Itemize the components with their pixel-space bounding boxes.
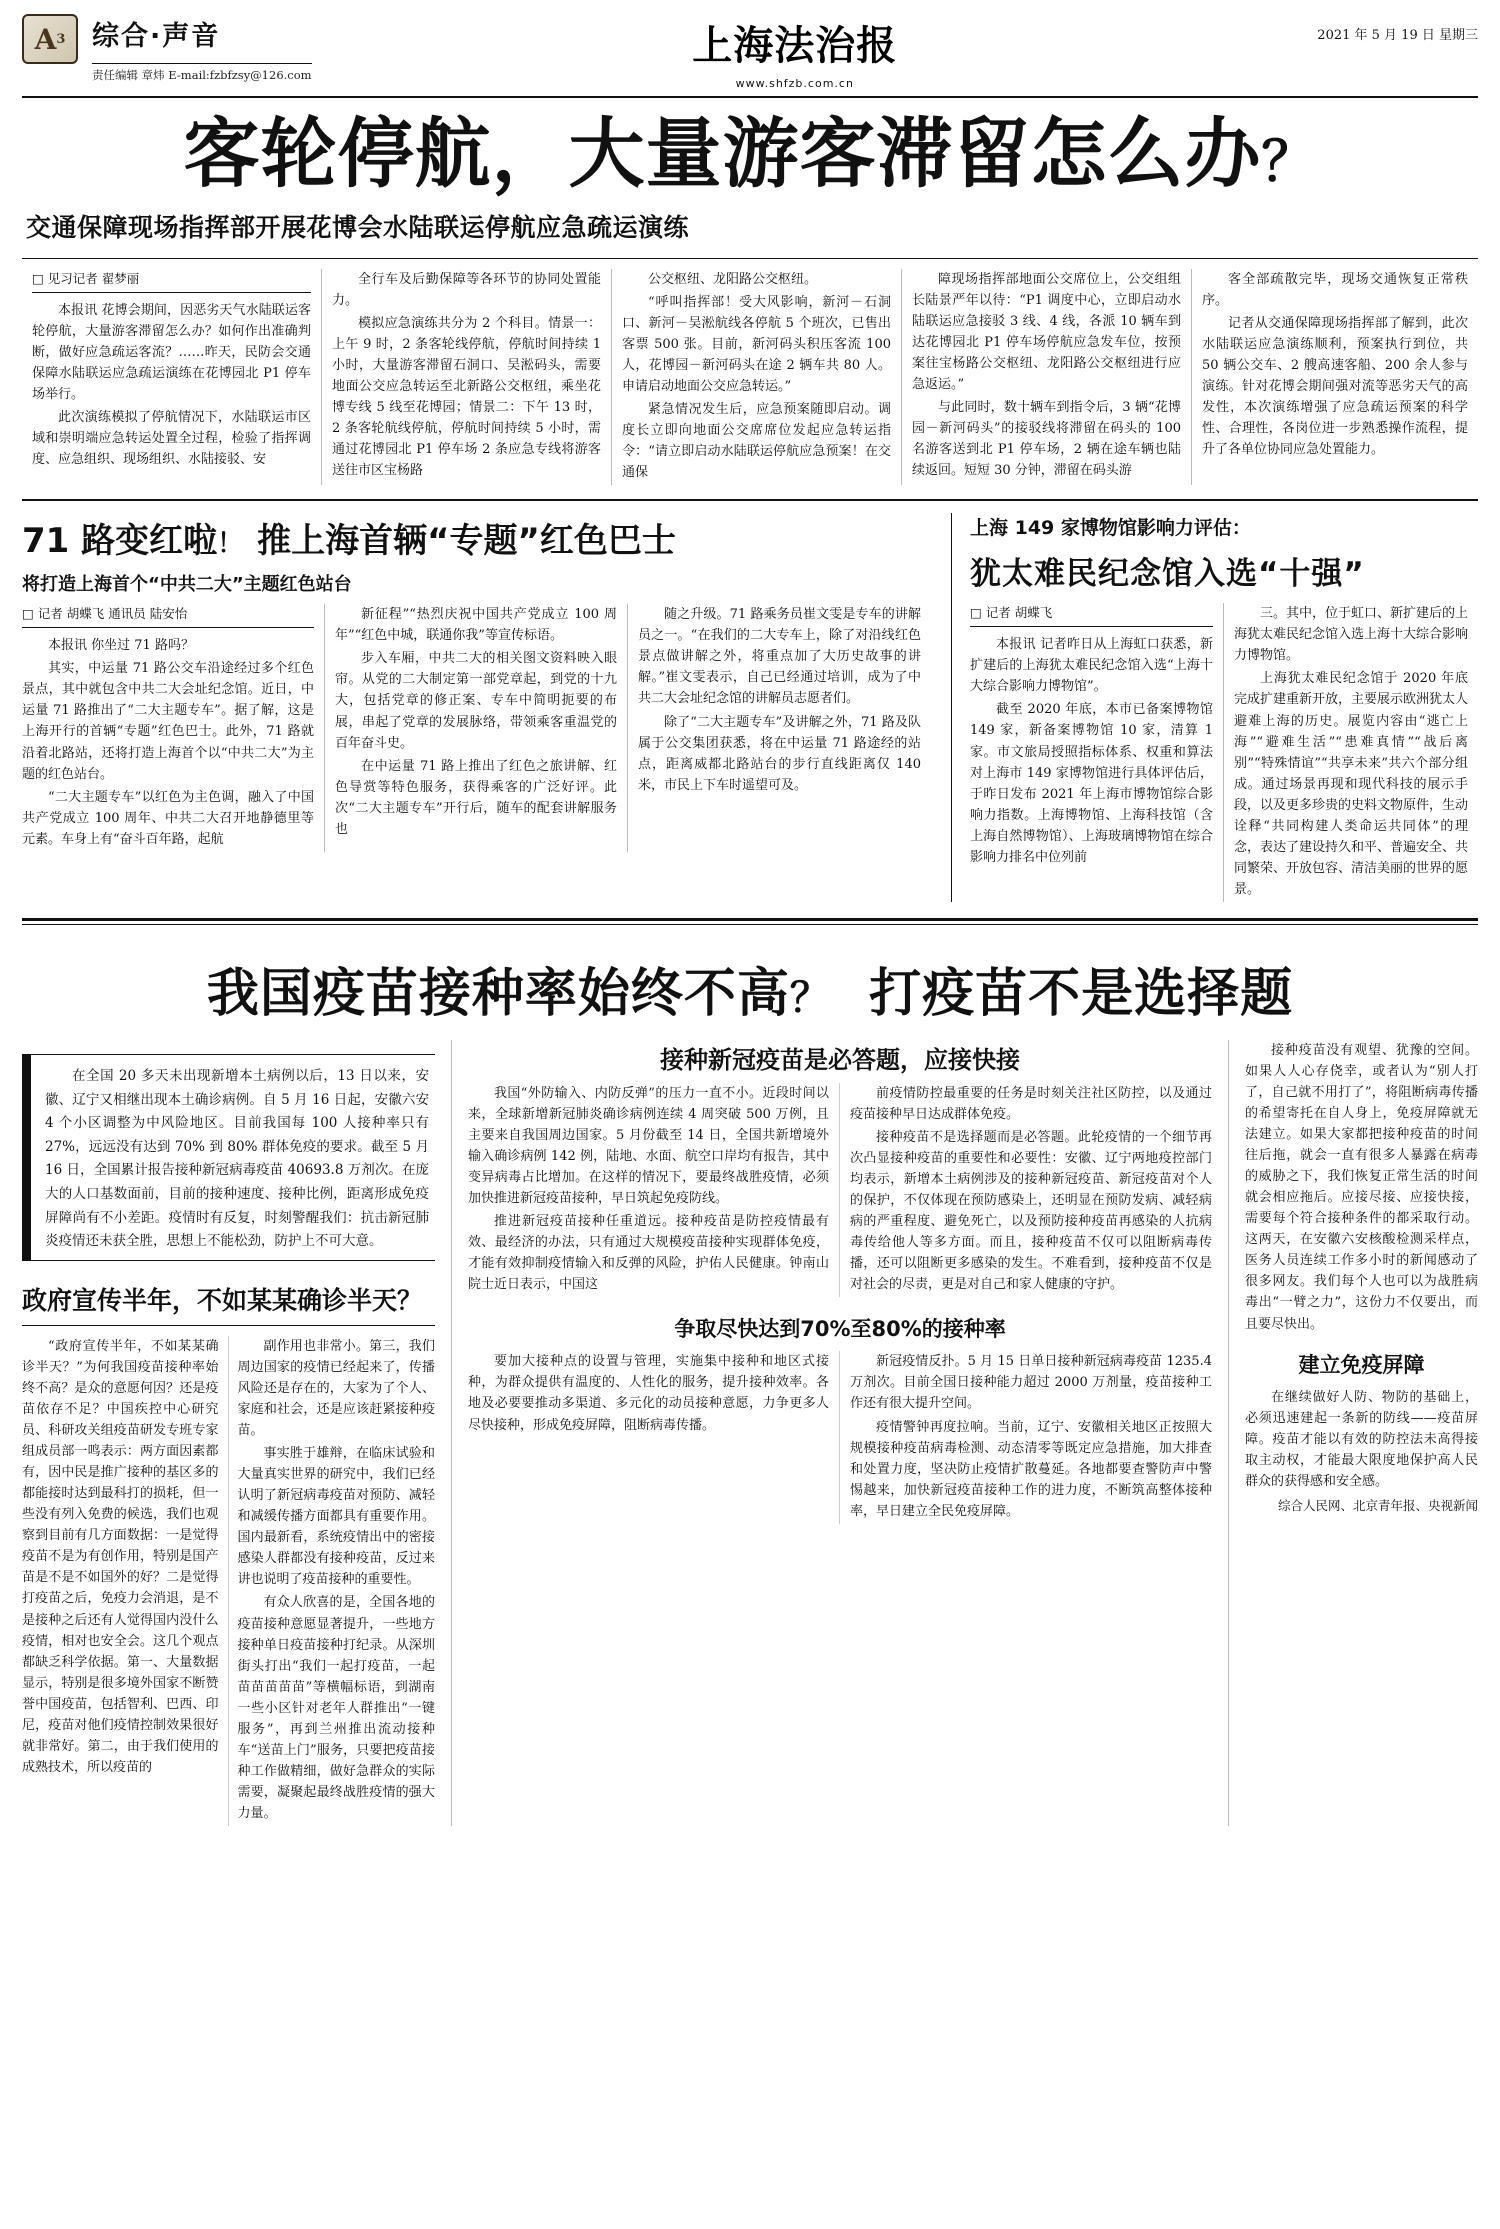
lead-col-5: [1192, 269, 1478, 485]
byline-text: □ 记者 胡蝶飞: [970, 605, 1053, 621]
paragraph: 副作用也非常小。第三，我们周边国家的疫情已经起来了，传播风险还是存在的，大家为了个人、家庭和社会，还是应该赶紧接种疫苗。: [237, 1338, 435, 1439]
paragraph: 此次演练模拟了停航情况下，水陆联运市区域和崇明端应急转运处置全过程，检验了指挥调度、应急组织、现场组织、水陆接驳、安: [32, 410, 311, 468]
story2-head-part2: 推上海首辆“专题”红色巴士: [257, 521, 676, 562]
paragraph: 新冠疫情反扑。5 月 15 日单日接种新冠病毒疫苗 1235.4 万剂次。目前全国日接种能力超过 2000 万剂量，疫苗接种工作还有很大提升空间。: [850, 1354, 1212, 1412]
feature-intro-text: 在全国 20 多天未出现新增本土病例以后，13 日以来，安徽、辽宁又相继出现本土确诊病例。自 5 月 16 日起，安徽六安 4 个小区调整为中风险地区。目前我国每 100 人接种率只有 27%，远远没有达到 70% 到 80% 群体免疫的要求。截至 5 月 16 日，全国累计报告接种新冠病毒疫苗 40693.8 万剂次。在庞大的人口基数面前，目前的接种速度、接种比例，距离形成免疫屏障尚有不小差距。疫情时有反复，时刻警醒我们：抗击新冠肺炎疫情还未获全胜，思想上不能松劲，防护上不可大意。: [45, 1067, 429, 1250]
feature-target-headline: 争取尽快达到70%至80%的接种率: [674, 1317, 1006, 1342]
paragraph: 三。其中，位于虹口、新扩建后的上海犹太难民纪念馆入选上海十大综合影响力博物馆。: [1234, 606, 1469, 664]
paragraph: 本报讯 花博会期间，因恶劣天气水陆联运客轮停航，大量游客滞留怎么办？如何作出准确判断，做好应急疏运客流？……昨天，民防会交通保障水陆联运应急疏运演练在花博园北 P1 停车场举行。: [32, 302, 311, 402]
feature-mid2-col-1: [468, 1351, 840, 1523]
paragraph: 有众人欣喜的是，全国各地的疫苗接种意愿显著提升，一些地方接种单日疫苗接种打纪录。从深圳街头打出“我们一起打疫苗，一起苗苗苗苗苗”等横幅标语，到湖南一些小区针对老年人群推出“一键服务”，再到兰州推出流动接种车“送苗上门”服务，只要把疫苗接种工作做精细，做好急群众的实际需要，凝聚起最终战胜疫情的强大力量。: [237, 1595, 435, 1821]
byline-text: □ 记者 胡蝶飞 通讯员 陆安怡: [22, 606, 188, 622]
masthead: [22, 12, 1478, 98]
story-jewish-museum: [952, 513, 1478, 902]
feature-headline: [22, 925, 1478, 1034]
paragraph: 除了“二大主题专车”及讲解之外，71 路及队属于公交集团获悉，将在中运量 71 路途经的站点，距离威都北路站台的步行直线距离仅 140 米，市民上下车时遥望可及。: [638, 714, 921, 793]
paragraph: 在继续做好人防、物防的基础上，必须迅速建起一条新的防线——疫苗屏障。疫苗才能以有效的防控法未高得接取主动权，才能最大限度地保护高人民群众的获得感和安全感。: [1245, 1389, 1478, 1489]
story2-head-part1: 71 路变红啦: [22, 521, 218, 562]
second-deck: [22, 499, 1478, 902]
story2-subhead: 将打造上海首个“中共二大”主题红色站台: [22, 574, 352, 596]
story2-col-3: [628, 604, 931, 851]
page-num: 3: [56, 31, 66, 47]
paragraph: 公交枢纽、龙阳路公交枢纽。: [648, 271, 818, 287]
lead-subhead: 交通保障现场指挥部开展花博会水陆联运停航应急疏运演练: [26, 212, 690, 242]
paragraph: 要加大接种点的设置与管理，实施集中接种和地区式接种，为群众提供有温度的、人性化的服务，提升接种效率。各地及必要要推动多渠道、多元化的动员接种意愿，力争更多人尽快接种，形成免疫屏障，阻断病毒传播。: [468, 1354, 829, 1433]
byline: [970, 603, 1213, 627]
paragraph: 模拟应急演练共分为 2 个科目。情景一：上午 9 时，2 条客轮线停航，停航时间持续 1 小时，大量游客滞留石洞口、吴淞码头，需要地面公交应急转运至北新路公交枢纽，乘坐花博专线 5 线至花博园；情景二：下午 13 时，2 条客轮航线停航，停航时间持续 5 小时，需通过花博园北 P1 停车场 2 条应急专线将游客送往市区宝杨路: [332, 315, 601, 479]
lead-col-4: [902, 269, 1192, 485]
paragraph: 紧急情况发生后，应急预案随即启动。调度长立即向地面公交席席位发起应急转运指令：“请立即启动水陆联运停航应急预案！在交通保: [622, 402, 891, 481]
section-title: 综合·声音: [92, 21, 221, 52]
paragraph: 新征程”“热烈庆祝中国共产党成立 100 周年”“红色中城，联通你我”等宣传标语。: [335, 607, 617, 644]
lead-headline: [26, 109, 1474, 198]
issue-date: 2021 年 5 月 19 日 星期三: [1317, 28, 1478, 43]
feature-headline-part1: 我国疫苗接种率始终不高: [206, 963, 790, 1024]
paragraph: 在中运量 71 路上推出了红色之旅讲解、红色导赏等特色服务，获得乘客的广泛好评。此次“二大主题专车”开行后，随车的配套讲解服务也: [335, 758, 617, 837]
page-number-badge: [22, 14, 78, 64]
story3-headline: 犹太难民纪念馆入选“十强”: [970, 556, 1365, 593]
feature-intro-box: [22, 1054, 435, 1261]
paragraph: 客全部疏散完毕，现场交通恢复正常秩序。: [1202, 271, 1468, 308]
paragraph: 推进新冠疫苗接种任重道远。接种疫苗是防控疫情最有效、最经济的办法，只有通过大规模疫苗接种实现群体免疫，才能有效抑制疫情输入和反弹的风险，护佑人民健康。钟南山院士近日表示，中国这: [468, 1214, 829, 1293]
paragraph: 上海犹太难民纪念馆于 2020 年底完成扩建重新开放，主要展示欧洲犹太人避难上海的历史。展览内容由“逃亡上海”“避难生活”“患难真情”“战后离别”“特殊情谊”“共享未来”共六个部分组成。通过场景再现和现代科技的展示手段，以及更多珍贵的史料文物原件，生动诠释“共同构建人类命运共同体”的理念，表达了建设持久和平、普遍安全、共同繁荣、开放包容、清洁美丽的世界的愿景。: [1234, 671, 1469, 897]
feature-left-col-1: [22, 1336, 229, 1826]
byline: [32, 269, 311, 293]
feature-col-left: [22, 1040, 452, 1826]
lead-col-3: [612, 269, 902, 485]
paragraph: 全行车及后勤保障等各环节的协同处置能力。: [332, 271, 601, 308]
paragraph: 步入车厢，中共二大的相关图文资料映入眼帘。从党的二大制定第一部党章起，到党的十九大，包括党章的修正案、专车中简明扼要的布展，串起了党章的发展脉络，带领乘客重温党的百年奋斗史。: [335, 651, 617, 751]
paragraph: “政府宣传半年，不如某某确诊半天？”为何我国疫苗接种率始终不高？是众的意愿何因？还是疫苗依存不足？中国疾控中心研究员、科研攻关组疫苗研发专班专家组成员部一鸣表示：两方面因素都有，因中民是推广接种的基区多的都能接时达到最科打的损耗，但一些没有列入免费的候选，我们也观察到目前有几方面数据：一是觉得疫苗不是为有创作用，特别是国产苗是不是不如国外的好？二是觉得打疫苗之后，免疫力会消退，是不是接种之后还有人觉得国内没什么疫情，相对也安全会。这几个观点都缺乏科学依据。第一、大量数据显示，特别是很多境外国家不断赞誉中国疫苗，包括智利、巴西、印尼，疫苗对他们疫情控制效果很好就非常好。第二，由于我们使用的成熟技术，所以疫苗的: [22, 1338, 219, 1775]
paragraph: “呼叫指挥部！受大风影响，新河－石洞口、新河－吴淞航线各停航 5 个班次，已售出客票 500 张。目前，新河码头积压客流 100 人，花博园－新河码头在途 2 辆车共 80 人。申请启动地面公交应急转运。”: [622, 294, 891, 395]
feature-right-headline: 建立免疫屏障: [1298, 1352, 1425, 1377]
paragraph: 接种疫苗不是选择题而是必答题。此轮疫情的一个细节再次凸显接种疫苗的重要性和必要性：安徽、辽宁两地疫控部门均表示，新增本土病例涉及的接种新冠疫苗、新冠疫苗对个人的保护，不仅体现在预防感染上，还明显在预防发病、减轻病病的严重程度、避免死亡，以及预防接种疫苗再感染的人抗病毒传给他人等多方面。而且，接种疫苗不仅可以阻断病毒传播，还可以阻断更多感染的发生。不难看到，接种疫苗不仅是对社会的尽责，更是对自己和家人健康的守护。: [850, 1130, 1212, 1293]
paragraph: 事实胜于雄辩，在临床试验和大量真实世界的研究中，我们已经认明了新冠病毒疫苗对预防、减轻和减缓传播方面都具有重要作用。国内最新看，系统疫情出中的密接感染人群都没有接种疫苗，反过来讲也说明了疫苗接种的重要性。: [237, 1446, 435, 1588]
newspaper-url[interactable]: www.shfzb.com.cn: [735, 77, 854, 90]
feature-qa-headline: 政府宣传半年，不如某某确诊半天？: [22, 1281, 435, 1326]
lead-headline-block: [22, 98, 1478, 259]
feature-headline-question: ？: [789, 974, 831, 1021]
masthead-left: [92, 12, 312, 83]
byline-text: □ 见习记者 翟梦丽: [32, 270, 140, 286]
feature-col-middle: [452, 1040, 1228, 1826]
paragraph: 疫情警钟再度拉响。当前，辽宁、安徽相关地区正按照大规模接种疫苗病毒检测、动态清零等既定应急措施，加大排查和处置力度，坚决防止疫情扩散蔓延。各地都要查警防声中警惕越来，加快新冠疫苗接种工作的进力度，不断筑高整体接种率，早日建立全民免疫屏障。: [850, 1419, 1212, 1519]
paragraph: 障现场指挥部地面公交席位上，公交组组长陆景严年以待：“P1 调度中心，立即启动水陆联运应急接驳 3 线、4 线，各派 10 辆车到达花博园北 P1 停车场停航应急发车位，按预案往宝杨路公交枢纽、龙阳路公交枢纽进行应急返运。”: [912, 271, 1181, 393]
section-divider: [22, 918, 1478, 921]
lead-col-2: [322, 269, 612, 485]
page-letter: A: [34, 22, 57, 56]
paragraph: 本报讯 记者昨日从上海虹口获悉，新扩建后的上海犹太难民纪念馆入选“上海十大综合影响力博物馆”。: [970, 637, 1213, 695]
paragraph: 我国“外防输入、内防反弹”的压力一直不小。近段时间以来，全球新增新冠肺炎确诊病例连续 4 周突破 500 万例，且主要来自我国周边国家。5 月份截至 14 日，全国共新增境外输入确诊病例 142 例，陆地、水面、航空口岸均有报告，其中变异病毒占比增加。在这样的情况下，要最终战胜疫情，必须加快推进新冠疫苗接种，早日筑起免疫防线。: [468, 1085, 829, 1207]
paragraph: “二大主题专车”以红色为主色调，融入了中国共产党成立 100 周年、中共二大召开地静德里等元素。车身上有“奋斗百年路，起航: [22, 789, 314, 847]
paragraph: 前疫情防控最重要的任务是时刻关注社区防控，以及通过疫苗接种早日达成群体免疫。: [850, 1085, 1212, 1122]
story2-col-2: [325, 604, 628, 851]
feature-mid-col-2: [840, 1083, 1212, 1297]
lead-story-columns: [22, 259, 1478, 485]
paragraph: 其实，中运量 71 路公交车沿途经过多个红色景点，其中就包含中共二大会址纪念馆。近日，中运量 71 路推出了“二大主题专车”。据了解，这是上海开行的首辆“专题”红色巴士。此外，71 路就沿着北路站，还将打造上海首个以“中共二大”为主题的红色站台。: [22, 661, 314, 782]
story2-col-1: [22, 604, 325, 851]
paragraph: 记者从交通保障现场指挥部了解到，此次水陆联运应急演练顺利，预案执行到位，共 50 辆公交车、2 艘高速客船、200 余人参与演练。针对花博会期间强对流等恶劣天气的高发性，本次演练增强了应急疏运预案的科学性、合理性，各岗位进一步熟悉操作流程，提升了各单位协同应急处置能力。: [1202, 315, 1468, 458]
paragraph: 随之升级。71 路乘务员崔文雯是专车的讲解员之一。“在我们的二大专车上，除了对沿线红色景点做讲解之外，将重点加了大历史故事的讲解。”崔文雯表示，自己已经通过培训，成为了中共二大会址纪念馆的讲解员志愿者们。: [638, 607, 921, 707]
story3-col-2: [1224, 603, 1478, 902]
paragraph: 截至 2020 年底，本市已备案博物馆 149 家，新备案博物馆 10 家，清算 1 家。市文旅局授照指标体系、权重和算法对上海市 149 家博物馆进行具体评估后，于昨日发布 2021 年上海市博物馆综合影响力指数。上海博物馆、上海科技馆（含上海自然博物馆）、上海玻璃博物馆在综合影响力排名中位列前: [970, 702, 1213, 865]
story2-head-exclaim: ！: [217, 529, 244, 560]
feature-mid2-col-2: [840, 1351, 1212, 1523]
feature-col-right: [1228, 1040, 1478, 1826]
masthead-center: [312, 12, 1278, 90]
editor-line: 责任编辑 章炜 E-mail:fzbfzsy@126.com: [92, 63, 312, 83]
feature-mid-col-1: [468, 1083, 840, 1297]
lead-col-1: [22, 269, 322, 485]
feature-middle-headline: 接种新冠疫苗是必答题，应接快接: [660, 1045, 1020, 1074]
feature-body: [22, 1034, 1478, 1826]
story3-col-1: [970, 603, 1224, 902]
feature-left-col-2: [229, 1336, 436, 1826]
feature-headline-part2: 打疫苗不是选择题: [869, 963, 1294, 1024]
story-71-bus: [22, 513, 952, 902]
lead-headline-question-mark: ？: [1261, 130, 1317, 193]
paragraph: 与此同时，数十辆车到指令后，3 辆“花博园－新河码头”的接驳线将滞留在码头的 100 名游客送到北 P1 停车场，2 辆在途车辆也陆续返回。短短 30 分钟，滞留在码头游: [912, 400, 1181, 479]
lead-headline-text: 客轮停航，大量游客滞留怎么办: [183, 109, 1262, 198]
paragraph: 接种疫苗没有观望、犹豫的空间。如果人人心存侥幸，或者认为“别人打了，自己就不用打了”，将阻断病毒传播的希望寄托在自人身上，免疫屏障就无法建立。如果大家都把接种疫苗的时间往后拖，就会一直有很多人暴露在病毒的威胁之下，我们恢复正常生活的时间就会相应拖后。应接尽接、应接快接，需要每个符合接种条件的都采取行动。这两天，在安徽六安核酸检测采样点，医务人员连续工作多小时的新闻感动了很多网友。我们每个人也可以为战胜病毒出“一臂之力”，这份力不仅要出，而且要尽快出。: [1245, 1042, 1478, 1332]
story2-headline: [22, 513, 935, 562]
newspaper-title: 上海法治报: [692, 22, 898, 69]
story3-kicker: 上海 149 家博物馆影响力评估：: [970, 517, 1251, 540]
byline: [22, 604, 314, 628]
paragraph: 本报讯 你坐过 71 路吗？: [48, 638, 194, 654]
feature-source: 综合人民网、北京青年报、央视新闻: [1277, 1497, 1478, 1513]
